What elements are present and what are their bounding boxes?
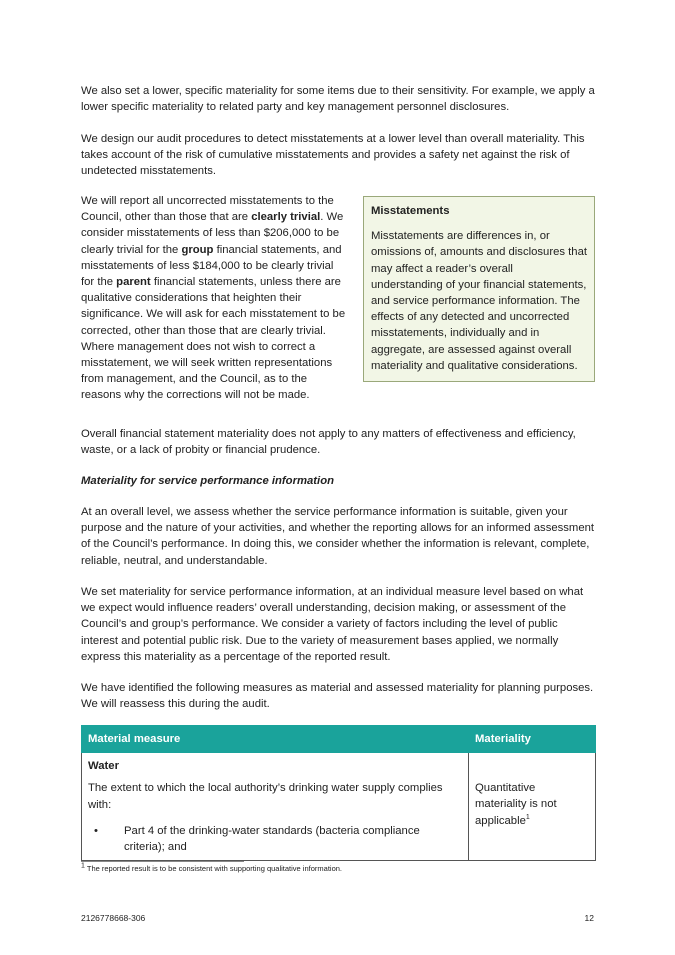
paragraph-specific-materiality: We also set a lower, specific materiality for some items due to their sensitivity. For example, we apply a lower specific materiality to related party and key management personnel disclosures. [81,85,595,114]
page-number: 12 [584,913,594,923]
footnote-reference: 1 [525,813,530,821]
bullet-text: Part 4 of the drinking-water standards (bacteria compliance criteria); and [124,824,420,854]
measure-heading: Water [88,760,119,773]
measure-description: The extent to which the local authority’s drinking water supply complies with: [88,782,443,811]
table-header-row [82,726,596,753]
misstatements-callout-box [363,196,595,382]
paragraph-overall-level: At an overall level, we assess whether the service performance information is suitable, given your purpose and the nature of your activities, and whether the reporting allows for an informed assessment of the Council’s performance. In doing this, we consider whether the information is relevant, complete, reliable, neutral, and understandable. [81,506,595,567]
paragraph-effectiveness: Overall financial statement materiality does not apply to any matters of effectiveness and efficiency, waste, or a lack of probity or financial prudence. [81,428,576,457]
table-row [82,753,596,861]
footnote [81,864,342,874]
header-material-measure: Material measure [82,726,469,753]
paragraph-uncorrected-misstatements: We will report all uncorrected misstatements to the Council, other than those that are clearly trivial. We consider misstatements of less than $206,000 to be clearly trivial for the group financial statements, and misstatements of less $184,000 to be clearly trivial for the parent financial statements, unless there are qualitative considerations that heighten their significance. We will ask for each misstatement to be corrected, other than those that are clearly trivial. Where management does not wish to correct a misstatement, we will seek written representations from management, and the Council, as to the reasons why the corrections will not be made. [81,195,346,402]
paragraph-audit-procedures: We design our audit procedures to detect misstatements at a lower level than overall materiality. This takes account of the risk of cumulative misstatements and provides a safety net against the risk of undetected misstatements. [81,133,585,178]
document-id: 2126778668-306 [81,913,146,923]
callout-title: Misstatements [371,205,450,217]
material-measures-table [81,725,596,861]
footnote-marker: 1 [81,862,85,870]
paragraph-set-materiality: We set materiality for service performance information, at an individual measure level based on what we expect would influence readers’ overall understanding, decision making, or assessment of the Council’s and group’s performance. We consider a variety of factors including the level of public interest and potential public risk. Due to the variety of measurement bases applied, we normally express this materiality as a percentage of the reported result. [81,586,584,663]
footnote-text: The reported result is to be consistent with supporting qualitative information. [86,864,342,873]
header-materiality: Materiality [469,726,596,753]
materiality-cell [469,753,596,861]
measure-cell [82,753,469,861]
materiality-value: Quantitative materiality is not applicable$^1$ [475,782,557,827]
misstatements-section [81,193,595,404]
paragraph-identified-measures: We have identified the following measures as material and assessed materiality for planning purposes. We will reassess this during the audit. [81,682,594,711]
footnote-divider [81,861,244,862]
bullet-icon: • [94,824,98,837]
section-heading: Materiality for service performance information [81,475,334,487]
callout-body: Misstatements are differences in, or omissions of, amounts and disclosures that may affect a reader’s overall understanding of your financial statements, and service performance information. The effects of any detected and uncorrected misstatements, individually and in aggregate, are assessed against overall materiality and qualitative considerations. [371,230,588,372]
list-item [88,823,462,855]
